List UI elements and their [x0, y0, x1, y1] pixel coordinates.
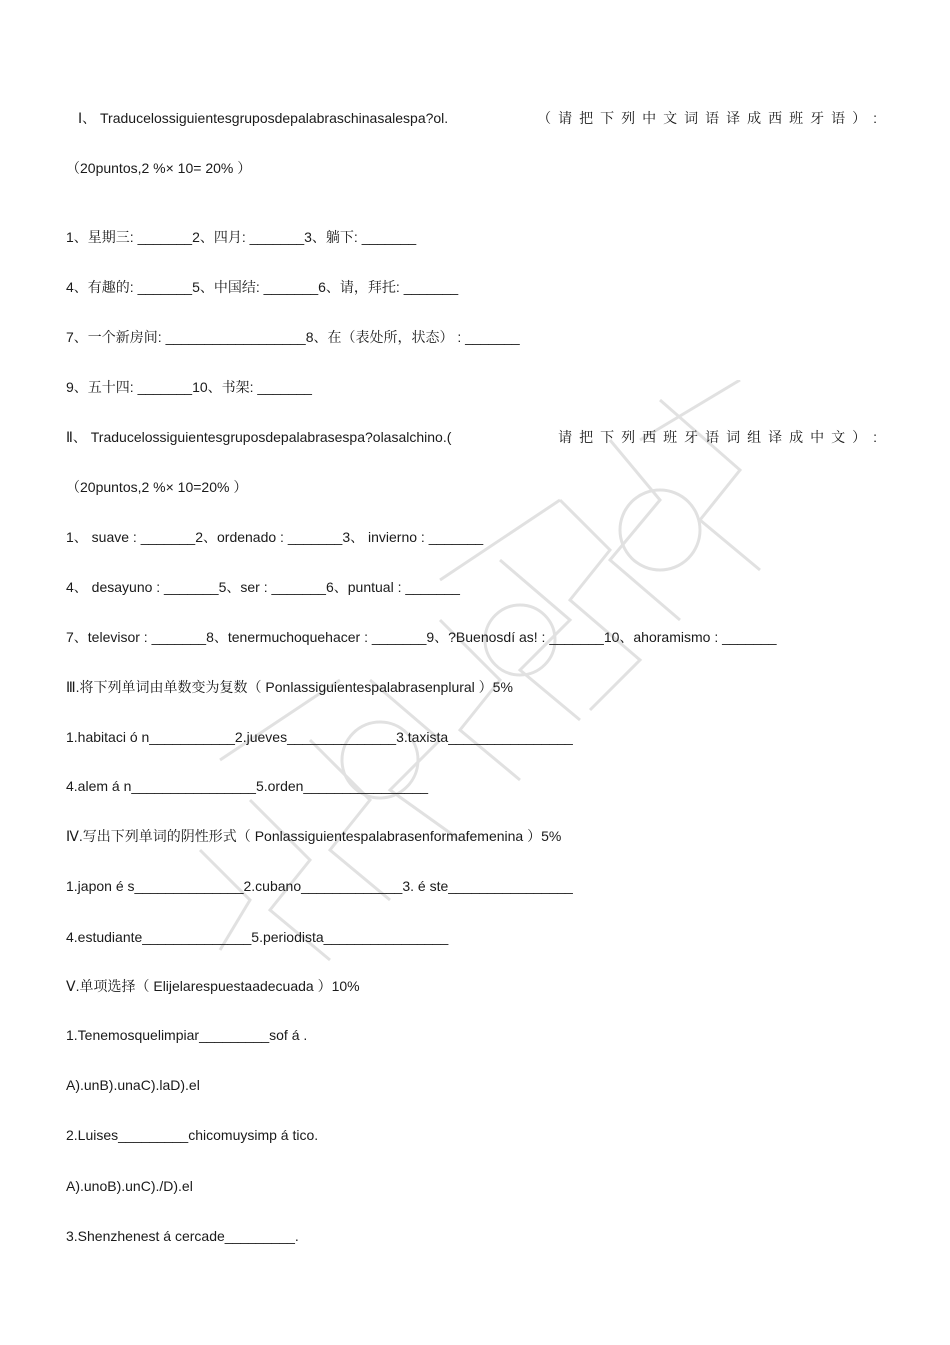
section-2-line-2: 4、 desayuno : _______5、ser : _______6、puntual : _______	[66, 579, 460, 595]
section-4-line-2: 4.estudiante______________5.periodista________________	[66, 929, 449, 945]
section-2-line-3: 7、televisor : _______8、tenermuchoquehacer : _______9、?Buenosdí as! : _______10、ahoramismo : _______	[66, 629, 777, 645]
section-1-points: （20puntos,2 %× 10= 20% ）	[66, 160, 252, 176]
section-4-line-1: 1.japon é s______________2.cubano_____________3. é ste________________	[66, 878, 573, 894]
section-5-header: Ⅴ.单项选择（ Elijelarespuestaadecuada ）10%	[66, 978, 360, 994]
section-4-header: Ⅳ.写出下列单词的阴性形式（ Ponlassiguientespalabrasenformafemenina ）5%	[66, 828, 562, 844]
section-2-title: Ⅱ、 Traducelossiguientesgruposdepalabrasespa?olasalchino.(	[66, 429, 452, 445]
question-3: 3.Shenzhenest á cercade_________.	[66, 1228, 299, 1244]
section-1-line-3: 7、一个新房间: __________________8、在（表处所，状态） : _______	[66, 329, 520, 345]
section-1-header	[78, 108, 884, 128]
section-2-line-1: 1、 suave : _______2、ordenado : _______3、 invierno : _______	[66, 529, 484, 545]
section-1-instruction: （请把下列中文词语译成西班牙语）:	[537, 110, 884, 126]
section-1-line-1: 1、星期三: _______2、四月: _______3、躺下: _______	[66, 229, 417, 245]
section-2-points: （20puntos,2 %× 10=20% ）	[66, 479, 248, 495]
section-2-header	[66, 427, 884, 447]
section-3-header: Ⅲ.将下列单词由单数变为复数（ Ponlassiguientespalabrasenplural ）5%	[66, 679, 513, 695]
question-1-options: A).unB).unaC).laD).el	[66, 1077, 200, 1093]
question-2: 2.Luises_________chicomuysimp á tico.	[66, 1127, 319, 1143]
question-1: 1.Tenemosquelimpiar_________sof á .	[66, 1027, 308, 1043]
section-3-line-1: 1.habitaci ó n___________2.jueves______________3.taxista________________	[66, 729, 573, 745]
section-1-line-4: 9、五十四: _______10、书架: _______	[66, 379, 312, 395]
section-1-line-2: 4、有趣的: _______5、中国结: _______6、请，拜托: _______	[66, 279, 459, 295]
section-3-line-2: 4.alem á n________________5.orden________________	[66, 778, 429, 794]
section-1-title: Ⅰ、 Traducelossiguientesgruposdepalabraschinasalespa?ol.	[78, 110, 449, 126]
section-2-instruction: 请把下列西班牙语词组译成中文）:	[558, 429, 884, 445]
question-2-options: A).unoB).unC)./D).el	[66, 1178, 193, 1194]
